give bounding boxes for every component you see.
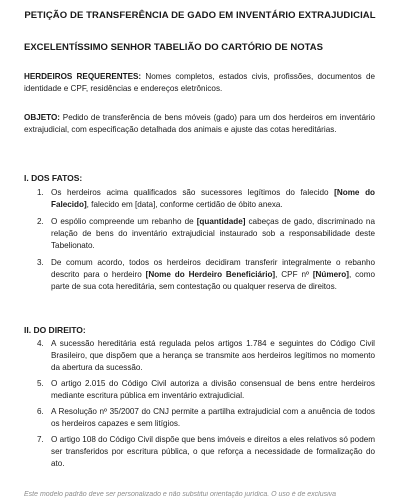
law-list — [37, 338, 375, 474]
item-text: De comum acordo, todos os herdeiros decidiram transferir integralmente o rebanho descrito para o herdeiro — [51, 258, 375, 279]
item-text: cabeças de gado, discriminado na relação de bens do inventário extrajudicial instaurado sob a responsabilidade deste Tabelionato. — [51, 217, 375, 250]
heirs-label: HERDEIROS REQUERENTES: — [24, 72, 142, 81]
item-text: O artigo 108 do Código Civil dispõe que bens imóveis e direitos a eles relativos só podem ser transferidos por escritura pública, o que reforça a necessidade de formalização do ato. — [51, 435, 375, 468]
item-text: A sucessão hereditária está regulada pelos artigos 1.784 e seguintes do Código Civil Brasileiro, que dispõem que a herança se transmite aos herdeiros legítimos no momento da abertura da sucessão. — [51, 339, 375, 372]
object-paragraph — [24, 112, 375, 136]
item-text: , CPF nº — [275, 270, 313, 279]
item-number: 1. — [37, 188, 44, 197]
placeholder-cpf-number: [Número] — [312, 270, 349, 279]
facts-heading: I. DOS FATOS: — [24, 173, 83, 183]
list-item — [37, 338, 375, 374]
list-item — [37, 187, 375, 211]
item-text: A Resolução nº 35/2007 do CNJ permite a partilha extrajudicial com a anuência de todos os herdeiros capazes e sem litígios. — [51, 407, 375, 428]
item-text: O artigo 2.015 do Código Civil autoriza a divisão consensual de bens entre herdeiros mediante escritura pública em inventário extrajudicial. — [51, 379, 375, 400]
object-label: OBJETO: — [24, 113, 60, 122]
addressee-line: EXCELENTÍSSIMO SENHOR TABELIÃO DO CARTÓRIO DE NOTAS — [24, 42, 323, 53]
item-text: O espólio compreende um rebanho de — [51, 217, 197, 226]
list-item — [37, 257, 375, 293]
item-number: 4. — [37, 339, 44, 348]
item-text: Os herdeiros acima qualificados são sucessores legítimos do falecido — [51, 188, 335, 197]
list-item — [37, 406, 375, 430]
item-text: , falecido em [data], conforme certidão de óbito anexa. — [86, 200, 283, 209]
law-heading: II. DO DIREITO: — [24, 325, 86, 335]
list-item — [37, 378, 375, 402]
placeholder-quantity: [quantidade] — [196, 217, 246, 226]
item-number: 7. — [37, 435, 44, 444]
item-number: 3. — [37, 258, 44, 267]
heirs-text: Nomes completos, estados civis, profissões, documentos de identidade e CPF, residências e endereços eletrônicos. — [24, 72, 375, 93]
item-number: 6. — [37, 407, 44, 416]
item-text: , como parte de sua cota hereditária, sem contestação ou qualquer reserva de direitos. — [51, 270, 375, 291]
facts-list — [37, 187, 375, 298]
item-number: 2. — [37, 217, 44, 226]
placeholder-beneficiary-name: [Nome do Herdeiro Beneficiário] — [145, 270, 276, 279]
list-item — [37, 434, 375, 470]
heirs-paragraph — [24, 71, 375, 95]
list-item — [37, 216, 375, 252]
document-title: PETIÇÃO DE TRANSFERÊNCIA DE GADO EM INVENTÁRIO EXTRAJUDICIAL — [24, 10, 376, 21]
placeholder-deceased-name: [Nome do Falecido] — [51, 188, 375, 209]
object-text: Pedido de transferência de bens móveis (gado) para um dos herdeiros em inventário extrajudicial, com especificação detalhada dos animais e ajuste das cotas hereditárias. — [24, 113, 375, 134]
item-number: 5. — [37, 379, 44, 388]
footer-disclaimer: Este modelo padrão deve ser personalizado e não substitui orientação jurídica. O uso é de exclusiva — [24, 491, 337, 498]
